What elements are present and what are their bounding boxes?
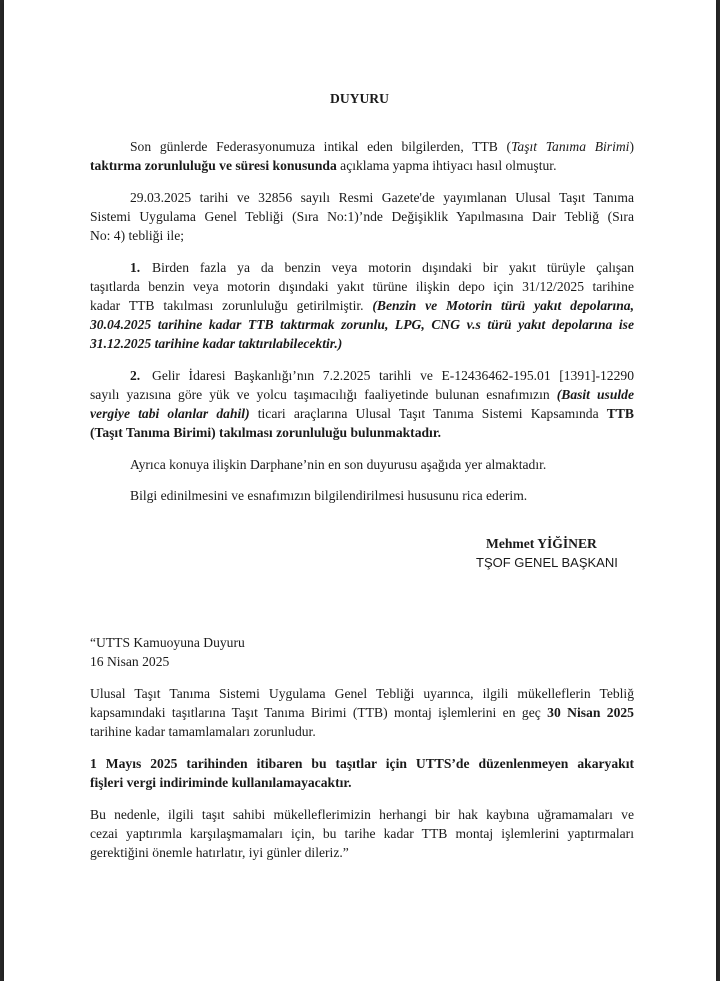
item-2-text: sayılı yazısına göre yük ve yolcu taşımacılığı faaliyetinde bulunan esnafımızın <box>90 387 557 402</box>
utts-p3-line-1: Bu nedenle, ilgili taşıt sahibi mükelleflerimizin herhangi bir hak kaybına uğramamaları ve <box>90 807 634 822</box>
intro-text: Son günlerde Federasyonumuza intikal eden bilgilerden, TTB ( <box>130 139 512 154</box>
intro-bold: taktırma zorunluluğu ve süresi konusunda <box>90 158 337 173</box>
item-2-note-end: vergiye tabi olanlar dahil) <box>90 406 250 421</box>
item-2-line-4: (Taşıt Tanıma Birimi) takılması zorunluluğu bulunmaktadır. <box>90 425 442 440</box>
item-2-note-start: (Basit usulde <box>556 387 635 402</box>
item-1-text: kadar TTB takılması zorunluluğu getirilmiştir. <box>90 298 373 313</box>
item-1-line-1: Birden fazla ya da benzin veya motorin dışındaki bir yakıt türüyle çalışan <box>152 260 634 275</box>
intro-paren: ) <box>629 139 634 154</box>
page-title: DUYURU <box>330 91 389 106</box>
item-1-line-2: taşıtlarda benzin veya motorin dışındaki yakıt türüne ilişkin depo için 31/12/2025 tarihine <box>90 279 634 294</box>
intro-line-1 <box>130 137 634 156</box>
item-2-line-3 <box>90 404 634 423</box>
intro-line-2 <box>90 156 556 175</box>
utts-p1-line-3: tarihine kadar tamamlamaları zorunludur. <box>90 724 316 739</box>
item-2-number: 2. <box>130 368 141 383</box>
utts-p2-line-2: fişleri vergi indiriminde kullanılamayacaktır. <box>90 775 352 790</box>
utts-date: 16 Nisan 2025 <box>90 654 170 669</box>
utts-p1-text: kapsamındaki taşıtlarına Taşıt Tanıma Birimi (TTB) montaj işlemlerini en geç <box>90 705 548 720</box>
document-page <box>4 0 716 981</box>
utts-p3-line-2: cezai yaptırımla karşılaşmamaları için, bu tarihe kadar TTB montaj işlemlerini yaptırmaları <box>90 826 634 841</box>
signatory-title: TŞOF GENEL BAŞKANI <box>476 555 618 570</box>
utts-deadline: 30 Nisan 2025 <box>547 705 634 720</box>
item-2-line-2 <box>90 385 634 404</box>
gazette-line-3: No: 4) tebliği ile; <box>90 228 185 243</box>
request-text: Bilgi edinilmesini ve esnafımızın bilgilendirilmesi hususunu rica ederim. <box>130 488 528 503</box>
intro-ttb-name: Taşıt Tanıma Birimi <box>511 139 630 154</box>
gazette-line-1: 29.03.2025 tarihi ve 32856 sayılı Resmi Gazete'de yayımlanan Ulusal Taşıt Tanıma <box>130 190 634 205</box>
utts-heading: “UTTS Kamuoyuna Duyuru <box>90 635 245 650</box>
item-1-number: 1. <box>130 260 141 275</box>
item-1-line-3 <box>90 296 634 315</box>
utts-p1-line-2 <box>90 703 634 722</box>
item-1-note-line-3: 31.12.2025 tarihine kadar taktırılabilecektir.) <box>90 336 343 351</box>
utts-p2-line-1: 1 Mayıs 2025 tarihinden itibaren bu taşıtlar için UTTS’de düzenlenmeyen akaryakıt <box>90 756 634 771</box>
item-2-ttb: TTB <box>606 406 634 421</box>
gazette-line-2: Sistemi Uygulama Genel Tebliği (Sıra No:1)’nde Değişiklik Yapılmasına Dair Tebliğ (Sıra <box>90 209 634 224</box>
darphane-note: Ayrıca konuya ilişkin Darphane’nin en son duyurusu aşağıda yer almaktadır. <box>130 457 547 472</box>
utts-p3-line-3: gerektiğini önemle hatırlatır, iyi günler dileriz.” <box>90 845 349 860</box>
item-1-note-start: (Benzin ve Motorin türü yakıt depolarına, <box>372 298 634 313</box>
item-2-line-1: Gelir İdaresi Başkanlığı’nın 7.2.2025 tarihli ve E-12436462-195.01 [1391]-12290 <box>152 368 634 383</box>
intro-rest: açıklama yapma ihtiyacı hasıl olmuştur. <box>336 158 557 173</box>
signatory-name: Mehmet YİĞİNER <box>486 536 597 551</box>
item-2-text-2: ticari araçlarına Ulusal Taşıt Tanıma Sistemi Kapsamında <box>249 406 607 421</box>
item-1-note-line-2: 30.04.2025 tarihine kadar TTB taktırmak zorunlu, LPG, CNG v.s türü yakıt depolarına ise <box>90 317 634 332</box>
utts-p1-line-1: Ulusal Taşıt Tanıma Sistemi Uygulama Genel Tebliği uyarınca, ilgili mükelleflerin Tebliğ <box>90 686 634 701</box>
